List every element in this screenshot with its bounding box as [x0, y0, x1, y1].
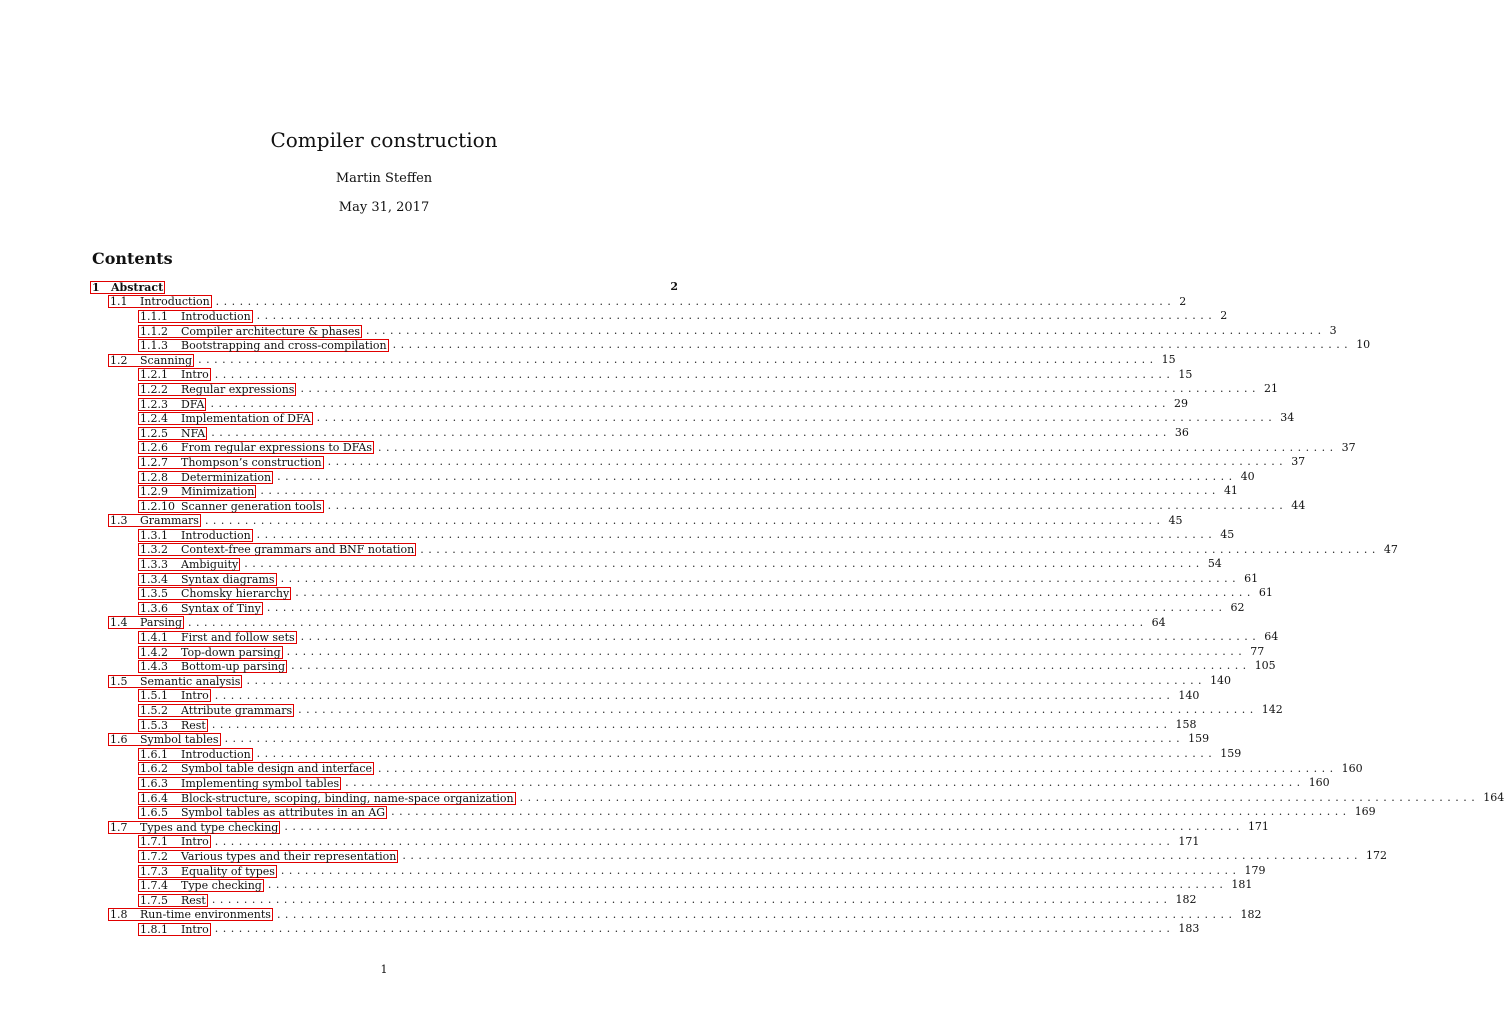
toc-link[interactable]: [90, 281, 165, 294]
toc-link[interactable]: [138, 894, 208, 907]
toc-link[interactable]: [138, 441, 374, 454]
toc-page-number: 10: [1356, 338, 1371, 352]
toc-entry: [90, 630, 1279, 645]
toc-entry: [90, 907, 1262, 923]
dot-leader: ........................................................................................................................: [256, 747, 1217, 760]
toc-entry-number: 1.2.5: [140, 426, 168, 440]
toc-entry: [90, 352, 1176, 368]
toc-entry-label: Syntax of Tiny: [181, 601, 261, 615]
toc-entry-number: 1.6: [110, 733, 128, 747]
toc-page-number: 64: [1151, 615, 1166, 629]
toc-entry: [90, 367, 1193, 383]
toc-link[interactable]: [138, 777, 341, 790]
toc-page-number: 61: [1258, 586, 1273, 600]
toc-link[interactable]: [138, 719, 208, 732]
toc-entry-label: Abstract: [111, 280, 164, 294]
toc-entry-label: Rest: [181, 718, 206, 732]
toc-entry: [90, 382, 1279, 397]
document-author: Martin Steffen: [335, 171, 433, 186]
dot-leader: ........................................................................................................................: [267, 878, 1228, 892]
toc-link[interactable]: [138, 427, 207, 440]
dot-leader: ........................................................................................................................: [211, 717, 1172, 731]
toc-link[interactable]: [138, 485, 256, 498]
toc-page-number: 21: [1264, 382, 1279, 396]
table-of-contents: [90, 280, 1504, 937]
toc-entry-label: Introduction: [181, 309, 251, 323]
toc-entry-label: Bottom-up parsing: [181, 660, 286, 674]
toc-entry: [90, 732, 1210, 747]
toc-link[interactable]: [138, 792, 516, 805]
toc-link[interactable]: [138, 456, 324, 469]
toc-entry-number: 1.1.3: [140, 339, 168, 353]
toc-entry: [90, 688, 1200, 704]
toc-link[interactable]: [138, 558, 240, 571]
toc-entry: [90, 455, 1306, 470]
toc-page-number: 158: [1175, 717, 1197, 731]
toc-entry-label: Introduction: [181, 747, 251, 761]
toc-entry: [90, 615, 1166, 631]
dot-leader: ........................................................................................................................: [204, 513, 1165, 527]
toc-page-number: 62: [1230, 601, 1245, 615]
toc-entry-label: Symbol tables as attributes in an AG: [181, 806, 386, 820]
dot-leader: ........................................................................................................................: [345, 776, 1305, 790]
toc-entry: [90, 498, 1306, 514]
toc-entry-label: Context-free grammars and BNF notation: [181, 543, 415, 557]
toc-entry-label: Symbol tables: [140, 733, 219, 747]
dot-leader: ........................................................................................................................: [300, 630, 1261, 644]
toc-entry-label: Top-down parsing: [181, 645, 281, 659]
toc-page-number: 15: [1178, 367, 1193, 381]
toc-entry: [90, 644, 1265, 660]
toc-page-number: 159: [1220, 747, 1242, 760]
toc-entry-number: 1.7.3: [140, 864, 168, 878]
toc-entry: [90, 863, 1266, 879]
toc-entry: [90, 747, 1242, 762]
toc-page-number: 2: [1179, 294, 1187, 308]
dot-leader: ........................................................................................................................: [391, 805, 1351, 819]
toc-page-number: 37: [1341, 440, 1356, 454]
toc-entry-number: 1.3.6: [140, 601, 168, 615]
toc-link[interactable]: [138, 310, 253, 323]
toc-entry-number: 1.2.10: [140, 499, 175, 513]
toc-page-number: 142: [1261, 703, 1283, 717]
dot-leader: ........................................................................................................................: [366, 323, 1326, 337]
toc-entry: [90, 761, 1363, 777]
toc-entry-number: 1.6.3: [140, 776, 168, 790]
toc-entry-label: Introduction: [140, 295, 210, 309]
toc-link[interactable]: [138, 660, 287, 673]
toc-entry-label: Regular expressions: [181, 382, 295, 396]
dot-leader: ........................................................................................................................: [286, 644, 1247, 658]
toc-entry-number: 1.2.7: [140, 455, 168, 469]
toc-link[interactable]: [108, 733, 221, 746]
toc-entry-number: 1.2.4: [140, 412, 168, 426]
document-date: May 31, 2017: [338, 200, 430, 215]
toc-entry-number: 1.3.1: [140, 528, 168, 542]
toc-link[interactable]: [138, 602, 263, 615]
toc-page-number: 164: [1483, 790, 1504, 804]
dot-leader: ........................................................................................................................: [266, 601, 1227, 615]
toc-entry-label: DFA: [181, 397, 205, 411]
toc-link[interactable]: [138, 500, 324, 513]
dot-leader: ........................................................................................................................: [402, 849, 1362, 863]
toc-link[interactable]: [138, 748, 253, 761]
toc-entry-number: 1.1: [110, 295, 128, 309]
toc-page-number: 105: [1254, 659, 1276, 673]
toc-link[interactable]: [138, 573, 277, 586]
toc-entry-label: Attribute grammars: [181, 704, 293, 718]
toc-entry: [90, 557, 1222, 572]
toc-entry-label: Semantic analysis: [140, 674, 241, 688]
toc-entry: [90, 878, 1253, 893]
toc-entry: [90, 280, 678, 295]
toc-entry-label: Determinization: [181, 470, 272, 484]
dot-leader: ........................................................................................................................: [214, 367, 1175, 381]
toc-link[interactable]: [138, 646, 283, 659]
dot-leader: ........................................................................................................................: [298, 703, 1258, 717]
toc-page-number: 171: [1247, 819, 1269, 833]
dot-leader: ........................................................................................................................: [378, 761, 1338, 775]
toc-entry-number: 1.2.8: [140, 470, 168, 484]
toc-entry: [90, 586, 1273, 601]
toc-link[interactable]: [138, 398, 206, 411]
toc-entry: [90, 440, 1356, 456]
toc-entry-number: 1.6.4: [140, 791, 168, 805]
toc-entry-number: 1.4.3: [140, 660, 168, 674]
dot-leader: ........................................................................................................................: [280, 571, 1241, 585]
toc-entry-label: Type checking: [181, 879, 262, 893]
toc-entry: [90, 834, 1200, 850]
toc-entry-number: 1.2: [110, 353, 128, 367]
toc-entry-number: 1.4.1: [140, 631, 168, 645]
toc-entry-number: 1.3.2: [140, 543, 168, 557]
toc-link[interactable]: [138, 325, 362, 338]
toc-link[interactable]: [138, 471, 273, 484]
dot-leader: ........................................................................................................................: [210, 396, 1171, 410]
toc-entry-number: 1.2.6: [140, 441, 168, 455]
dot-leader: ........................................................................................................................: [277, 469, 1237, 483]
toc-entry-number: 1.5.2: [140, 704, 168, 718]
toc-link[interactable]: [138, 543, 416, 556]
toc-entry-label: Intro: [181, 368, 209, 382]
dot-leader: ........................................................................................................................: [300, 382, 1261, 396]
toc-page-number: 2: [1220, 309, 1228, 323]
toc-entry: [90, 396, 1189, 412]
toc-page-number: 182: [1175, 892, 1197, 906]
dot-leader: ........................................................................................................................: [214, 834, 1175, 848]
dot-leader: ........................................................................................................................: [519, 790, 1480, 804]
toc-link[interactable]: [138, 339, 389, 352]
toc-page-number: 172: [1365, 849, 1387, 863]
toc-entry-number: 1.7.2: [140, 849, 168, 863]
dot-leader: ........................................................................................................................: [327, 455, 1288, 469]
toc-entry-label: Bootstrapping and cross-compilation: [181, 339, 387, 353]
toc-entry: [90, 425, 1189, 441]
toc-entry-number: 1.2.1: [140, 368, 168, 382]
toc-link[interactable]: [138, 529, 253, 542]
dot-leader: ........................................................................................................................: [420, 542, 1380, 556]
toc-entry-label: Types and type checking: [140, 820, 279, 834]
toc-page-number: 169: [1354, 805, 1376, 819]
toc-link[interactable]: [138, 704, 294, 717]
toc-page-number: 179: [1244, 863, 1266, 877]
toc-page-number: 40: [1240, 469, 1255, 483]
toc-page-number: 64: [1264, 630, 1279, 644]
toc-link[interactable]: [138, 879, 264, 892]
toc-page-number: 45: [1168, 513, 1183, 527]
toc-entry-label: Run-time environments: [140, 908, 271, 922]
dot-leader: ........................................................................................................................: [392, 338, 1353, 352]
toc-entry: [90, 601, 1245, 616]
toc-entry-label: Intro: [181, 835, 209, 849]
toc-entry-number: 1.8: [110, 908, 128, 922]
toc-page-number: 171: [1178, 834, 1200, 848]
toc-entry: [90, 484, 1238, 499]
toc-page-number: 159: [1188, 732, 1210, 746]
toc-page-number: 34: [1280, 411, 1295, 425]
toc-entry-number: 1.4: [110, 616, 128, 630]
toc-link[interactable]: [138, 412, 313, 425]
toc-page-number: 41: [1223, 484, 1238, 498]
toc-entry-number: 1.5.1: [140, 689, 168, 703]
toc-page-number: 160: [1341, 761, 1363, 775]
toc-entry: [90, 674, 1232, 689]
toc-entry-label: Block-structure, scoping, binding, name-space organization: [181, 791, 514, 805]
dot-leader: ........................................................................................................................: [211, 425, 1171, 439]
toc-entry-number: 1.4.2: [140, 645, 168, 659]
dot-leader: ........................................................................................................................: [244, 557, 1204, 571]
toc-entry: [90, 323, 1337, 339]
toc-entry-number: 1.3.4: [140, 572, 168, 586]
dot-leader: ........................................................................................................................: [211, 892, 1172, 906]
toc-entry: [90, 469, 1255, 485]
toc-link[interactable]: [138, 923, 211, 936]
dot-leader: ........................................................................................................................: [377, 440, 1338, 454]
toc-entry-label: First and follow sets: [181, 631, 295, 645]
page-number: 1: [380, 963, 388, 976]
toc-entry-number: 1.7.5: [140, 893, 168, 907]
toc-entry-label: From regular expressions to DFAs: [181, 441, 372, 455]
toc-entry-label: Minimization: [181, 485, 255, 499]
toc-page-number: 77: [1250, 644, 1265, 658]
toc-entry-number: 1.8.1: [140, 922, 168, 936]
toc-link[interactable]: [138, 835, 211, 848]
document-title: Compiler construction: [270, 128, 498, 152]
toc-link[interactable]: [138, 383, 296, 396]
toc-link[interactable]: [108, 821, 280, 834]
toc-page-number: 29: [1174, 396, 1189, 410]
toc-entry: [90, 542, 1398, 558]
toc-entry-label: Intro: [181, 922, 209, 936]
toc-entry: [90, 805, 1376, 820]
toc-entry-label: Scanner generation tools: [181, 499, 322, 513]
toc-entry-label: Various types and their representation: [181, 849, 397, 863]
toc-link[interactable]: [108, 908, 273, 921]
toc-entry: [90, 294, 1187, 310]
dot-leader: ........................................................................................................................: [214, 922, 1175, 936]
toc-page-number: 140: [1210, 674, 1232, 688]
toc-entry-label: Scanning: [140, 353, 193, 367]
toc-entry-number: 1.6.2: [140, 762, 168, 776]
dot-leader: ........................................................................................................................: [291, 659, 1251, 673]
toc-entry: [90, 776, 1330, 791]
toc-entry-number: 1.1.2: [140, 324, 168, 338]
toc-link[interactable]: [138, 806, 387, 819]
toc-entry-number: 1.1.1: [140, 309, 168, 323]
toc-entry-number: 1.2.2: [140, 382, 168, 396]
toc-link[interactable]: [138, 587, 291, 600]
dot-leader: ........................................................................................................................: [198, 352, 1158, 366]
toc-page-number: 61: [1244, 571, 1259, 585]
toc-link[interactable]: [138, 865, 277, 878]
toc-link[interactable]: [138, 762, 374, 775]
toc-link[interactable]: [108, 295, 212, 308]
dot-leader: ........................................................................................................................: [295, 586, 1255, 600]
toc-entry-label: Syntax diagrams: [181, 572, 275, 586]
toc-entry-label: Equality of types: [181, 864, 275, 878]
toc-entry-number: 1.5: [110, 674, 128, 688]
toc-entry: [90, 411, 1295, 426]
dot-leader: ........................................................................................................................: [246, 674, 1207, 688]
toc-page-number: 140: [1178, 688, 1200, 702]
toc-page-number: 45: [1220, 528, 1235, 542]
toc-link[interactable]: [108, 354, 194, 367]
toc-entry-label: Introduction: [181, 528, 251, 542]
dot-leader: ........................................................................................................................: [260, 484, 1220, 498]
dot-leader: ........................................................................................................................: [284, 819, 1244, 833]
toc-entry: [90, 790, 1504, 806]
dot-leader: ........................................................................................................................: [280, 863, 1241, 877]
toc-entry-label: Ambiguity: [181, 558, 239, 572]
toc-entry-number: 1.6.5: [140, 806, 168, 820]
dot-leader: ........................................................................................................................: [256, 528, 1217, 542]
toc-entry-label: Implementation of DFA: [181, 412, 311, 426]
toc-entry: [90, 892, 1197, 908]
toc-link[interactable]: [108, 514, 201, 527]
toc-entry-label: Compiler architecture & phases: [181, 324, 361, 338]
toc-page-number: 3: [1329, 323, 1337, 337]
toc-entry: [90, 659, 1276, 674]
dot-leader: ........................................................................................................................: [256, 309, 1217, 323]
toc-page-number: 15: [1161, 352, 1176, 366]
toc-page-number: 160: [1308, 776, 1330, 790]
toc-entry-label: NFA: [181, 426, 206, 440]
toc-entry-number: 1.3.5: [140, 587, 168, 601]
toc-entry-number: 1.7.1: [140, 835, 168, 849]
toc-entry: [90, 849, 1387, 864]
toc-entry: [90, 922, 1200, 937]
dot-leader: ........................................................................................................................: [214, 688, 1175, 702]
toc-page-number: 37: [1291, 455, 1306, 469]
dot-leader: ........................................................................................................................: [316, 411, 1277, 425]
toc-entry: [90, 571, 1259, 587]
contents-heading: Contents: [92, 249, 173, 268]
toc-entry-number: 1.3: [110, 514, 128, 528]
toc-page-number: 36: [1174, 425, 1189, 439]
dot-leader: ........................................................................................................................: [276, 907, 1237, 921]
toc-link[interactable]: [138, 689, 211, 702]
toc-link[interactable]: [138, 368, 211, 381]
toc-page-number: 182: [1240, 907, 1262, 921]
toc-entry-label: Thompson’s construction: [181, 455, 322, 469]
toc-entry: [90, 717, 1197, 733]
toc-entry-label: Intro: [181, 689, 209, 703]
toc-link[interactable]: [108, 675, 242, 688]
toc-page-number: 44: [1291, 498, 1306, 512]
toc-entry-label: Grammars: [140, 514, 199, 528]
toc-entry-number: 1.5.3: [140, 718, 168, 732]
toc-entry: [90, 309, 1228, 324]
toc-entry-number: 1.6.1: [140, 747, 168, 761]
toc-entry-number: 1: [92, 280, 100, 294]
toc-entry-number: 1.3.3: [140, 558, 168, 572]
toc-entry-label: Chomsky hierarchy: [181, 587, 290, 601]
toc-entry: [90, 513, 1183, 529]
dot-leader: ........................................................................................................................: [327, 498, 1288, 512]
toc-link[interactable]: [138, 850, 398, 863]
dot-leader: ........................................................................................................................: [188, 615, 1148, 629]
toc-entry: [90, 338, 1371, 353]
toc-page-number: 2: [670, 280, 678, 293]
toc-entry-label: Symbol table design and interface: [181, 762, 373, 776]
toc-entry-number: 1.2.9: [140, 485, 168, 499]
toc-entry: [90, 819, 1269, 835]
dot-leader: ........................................................................................................................: [224, 732, 1185, 746]
toc-page-number: 181: [1231, 878, 1253, 892]
dot-leader: ........................................................................................................................: [215, 294, 1176, 308]
toc-entry-number: 1.2.3: [140, 397, 168, 411]
toc-entry-number: 1.7.4: [140, 879, 168, 893]
toc-entry-label: Rest: [181, 893, 206, 907]
toc-entry: [90, 528, 1235, 543]
toc-page-number: 183: [1178, 922, 1200, 936]
toc-page-number: 54: [1207, 557, 1222, 571]
toc-link[interactable]: [108, 616, 184, 629]
toc-entry-number: 1.7: [110, 820, 128, 834]
toc-page-number: 47: [1383, 542, 1398, 556]
toc-entry-label: Parsing: [140, 616, 183, 630]
toc-link[interactable]: [138, 631, 297, 644]
toc-entry-label: Implementing symbol tables: [181, 776, 340, 790]
toc-entry: [90, 703, 1283, 718]
